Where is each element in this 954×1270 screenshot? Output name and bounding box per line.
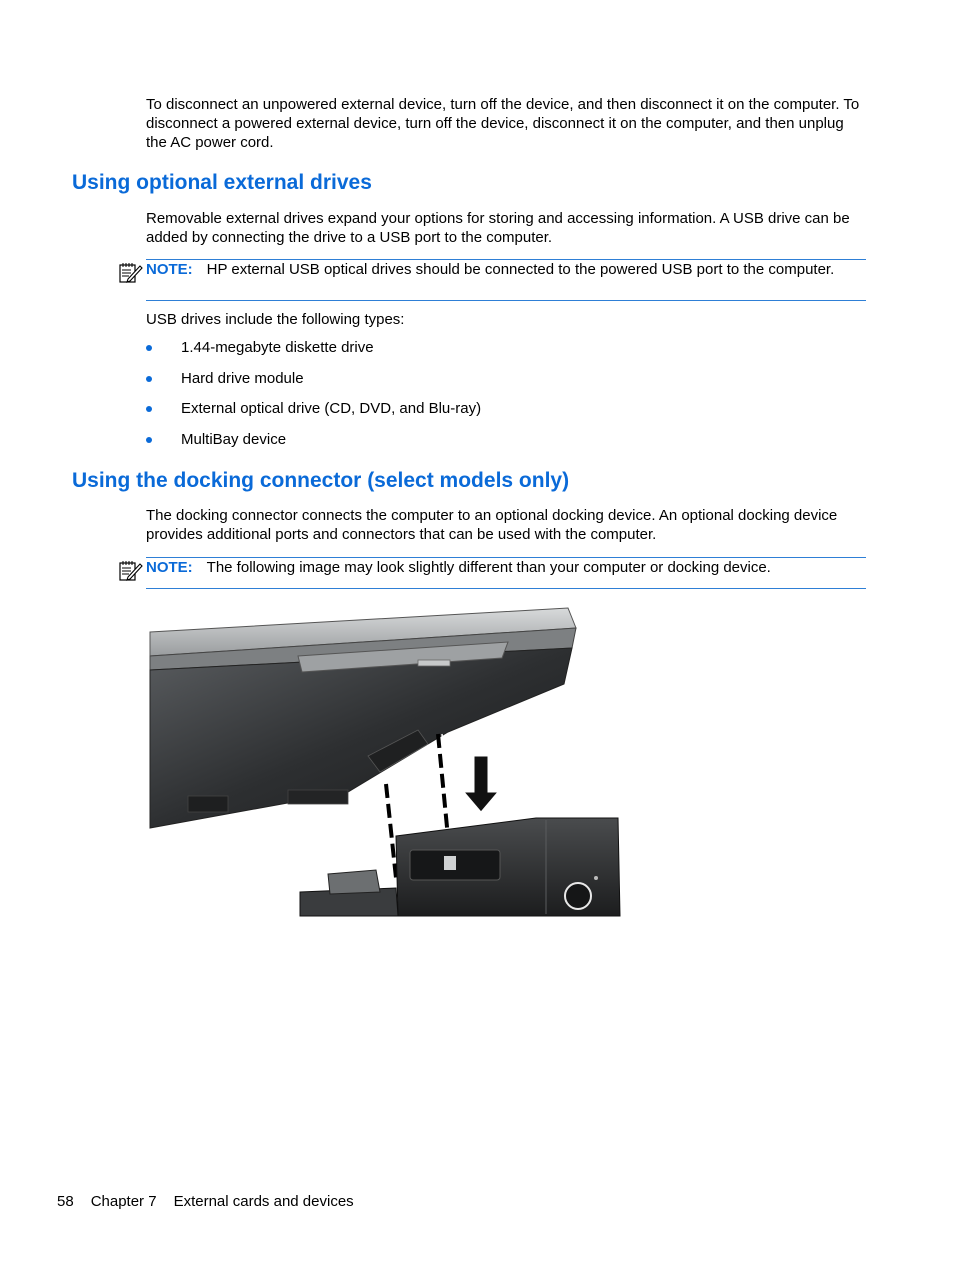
bullet-dot-icon — [146, 406, 152, 412]
external-drives-paragraph: Removable external drives expand your options for storing and accessing information. A USB drive can be added by connecting the drive to a USB port to the computer. — [146, 210, 850, 246]
chapter-title: External cards and devices — [173, 1193, 354, 1210]
list-item: Hard drive module — [146, 369, 481, 400]
note-text: HP external USB optical drives should be connected to the powered USB port to the computer. — [206, 261, 835, 278]
note-label: NOTE: — [146, 261, 193, 278]
note-box-usb — [146, 259, 866, 301]
docking-illustration — [148, 606, 628, 927]
usb-drive-list — [146, 338, 481, 460]
section-heading-external-drives: Using optional external drives — [72, 171, 372, 194]
bullet-dot-icon — [146, 345, 152, 351]
intro-paragraph: To disconnect an unpowered external device, turn off the device, and then disconnect it on the computer. To disconnect a powered external device, turn off the device, disconnect it on the computer, and then unplug the AC power cord. — [146, 96, 860, 151]
note-label: NOTE: — [146, 559, 193, 576]
section-heading-docking-connector: Using the docking connector (select models only) — [72, 469, 570, 492]
list-item: 1.44-megabyte diskette drive — [146, 338, 481, 369]
list-item: MultiBay device — [146, 430, 481, 461]
note-pencil-icon — [119, 262, 143, 289]
list-intro: USB drives include the following types: — [146, 311, 405, 328]
page-number: 58 — [57, 1193, 74, 1210]
chapter-label: Chapter 7 — [90, 1193, 157, 1210]
list-item: External optical drive (CD, DVD, and Blu-ray) — [146, 399, 481, 430]
docking-paragraph: The docking connector connects the computer to an optional docking device. An optional docking device provides additional ports and connectors that can be used with the computer. — [146, 507, 838, 543]
note-pencil-icon — [119, 560, 143, 587]
page-footer — [57, 1192, 371, 1211]
note-text: The following image may look slightly different than your computer or docking device. — [206, 559, 771, 576]
note-box-docking — [146, 557, 866, 589]
bullet-dot-icon — [146, 376, 152, 382]
bullet-dot-icon — [146, 437, 152, 443]
